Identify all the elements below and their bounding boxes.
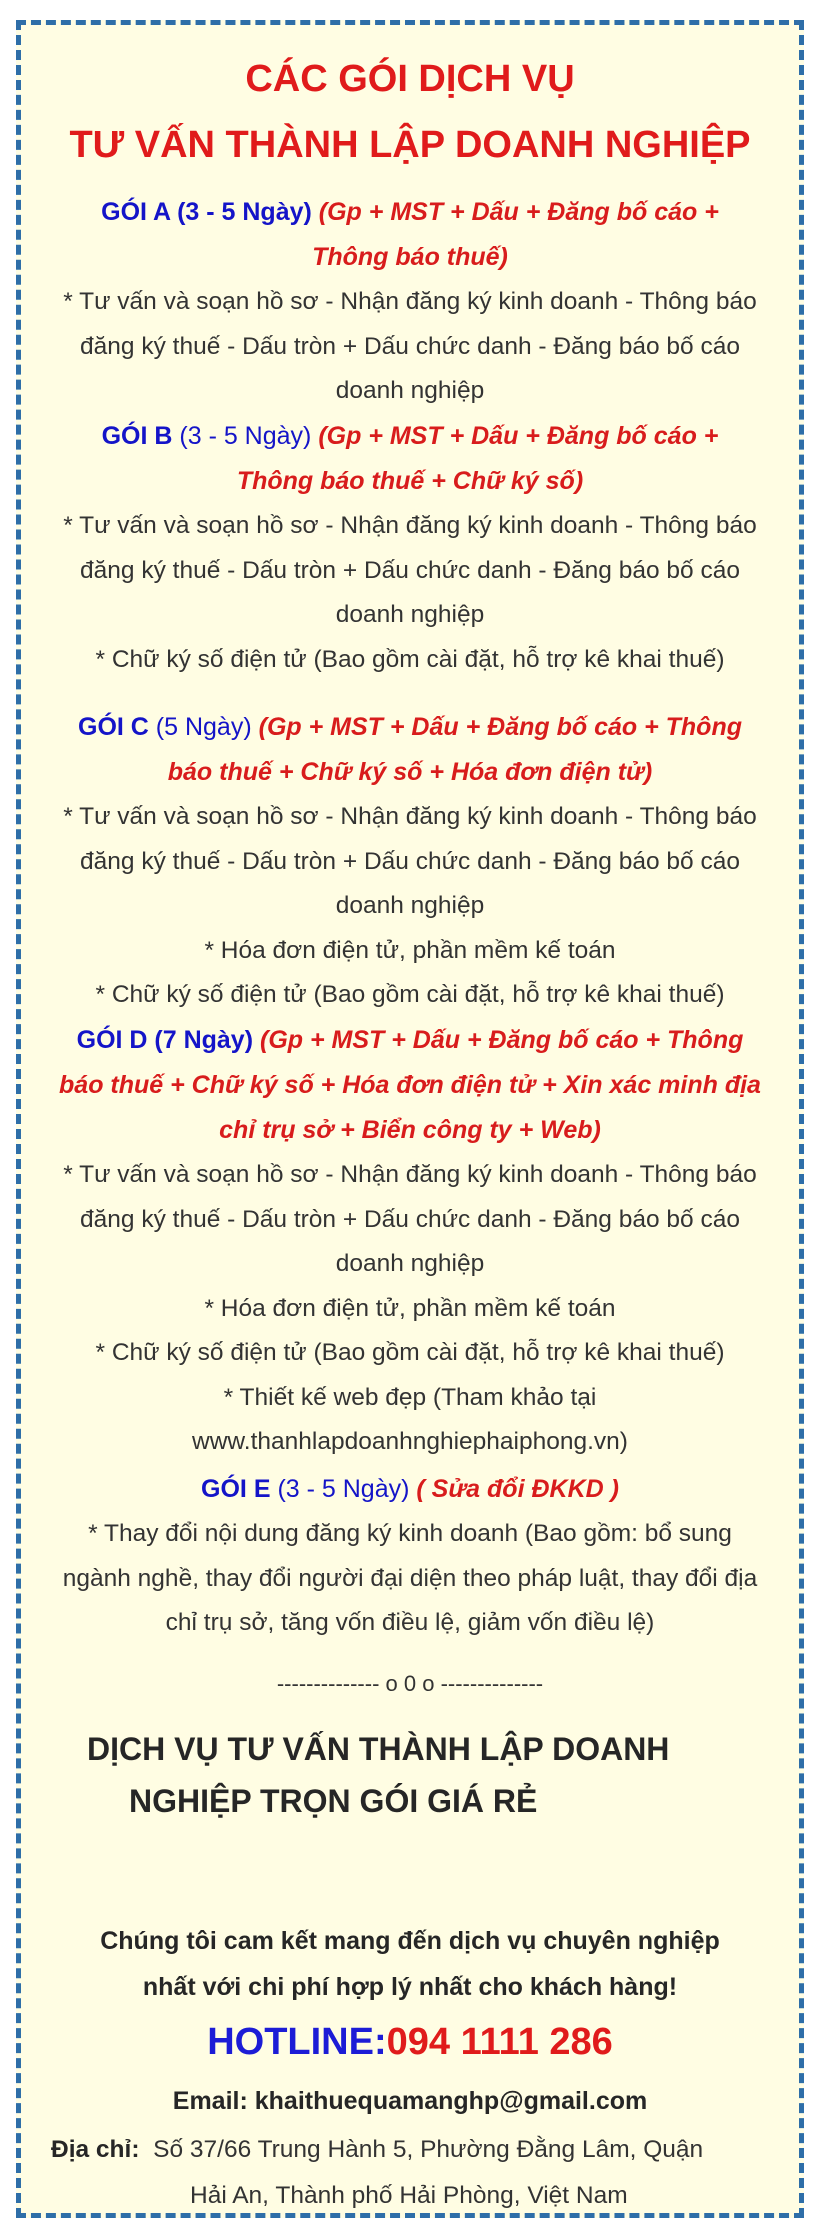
package-a-item: * Tư vấn và soạn hồ sơ - Nhận đăng ký kinh doanh - Thông báo — [63, 288, 757, 315]
hotline — [21, 2021, 799, 2064]
package-d-desc-cont: chỉ trụ sở + Biển công ty + Web) — [219, 1116, 601, 1144]
package-b-duration: (3 - 5 Ngày) — [179, 422, 312, 450]
package-b-desc: (Gp + MST + Dấu + Đăng bố cáo + — [318, 422, 719, 450]
package-c-desc: (Gp + MST + Dấu + Đăng bố cáo + Thông — [258, 713, 742, 741]
commitment — [21, 1918, 799, 2010]
service-packages-panel — [16, 20, 804, 2218]
package-a-name: GÓI A (3 - 5 Ngày) — [101, 198, 312, 226]
title-line-1: CÁC GÓI DỊCH VỤ — [245, 58, 575, 100]
package-c — [21, 705, 799, 1018]
divider: -------------- o 0 o -------------- — [276, 1671, 544, 1696]
package-c-desc-cont: báo thuế + Chữ ký số + Hóa đơn điện tử) — [167, 758, 653, 786]
package-e-item: ngành nghề, thay đổi người đại diện theo pháp luật, thay đổi địa — [62, 1564, 758, 1592]
package-a-item: doanh nghiệp — [335, 377, 485, 404]
package-b-item: doanh nghiệp — [335, 601, 485, 628]
hotline-number[interactable]: 094 1111 286 — [386, 2021, 613, 2063]
package-c-item: đăng ký thuế - Dấu tròn + Dấu chức danh - Đăng báo bố cáo — [80, 847, 740, 875]
package-e-name: GÓI E — [201, 1475, 271, 1503]
title-line-2: TƯ VẤN THÀNH LẬP DOANH NGHIỆP — [69, 124, 751, 166]
package-c-item: * Hóa đơn điện tử, phần mềm kế toán — [204, 936, 616, 964]
commitment-line-1: Chúng tôi cam kết mang đến dịch vụ chuyên nghiệp — [100, 1927, 720, 1955]
package-b-desc-cont: Thông báo thuế + Chữ ký số) — [236, 467, 584, 495]
package-d-item: * Thiết kế web đẹp (Tham khảo tại — [223, 1383, 597, 1411]
package-d-item: * Tư vấn và soạn hồ sơ - Nhận đăng ký kinh doanh - Thông báo — [63, 1161, 757, 1188]
service-heading-line-2: NGHIỆP TRỌN GÓI GIÁ RẺ — [129, 1783, 538, 1819]
package-d-item: doanh nghiệp — [335, 1250, 485, 1277]
package-a — [21, 190, 799, 414]
package-a-desc: (Gp + MST + Dấu + Đăng bố cáo + — [318, 198, 719, 226]
package-b-item: đăng ký thuế - Dấu tròn + Dấu chức danh - Đăng báo bố cáo — [80, 556, 740, 584]
package-e-item: chỉ trụ sở, tăng vốn điều lệ, giảm vốn điều lệ) — [165, 1609, 655, 1636]
package-d-name: GÓI D (7 Ngày) — [76, 1026, 254, 1054]
email-link[interactable]: khaithuequamanghp@gmail.com — [254, 2087, 648, 2115]
package-e-item: * Thay đổi nội dung đăng ký kinh doanh (Bao gồm: bổ sung — [88, 1520, 732, 1547]
package-c-duration: (5 Ngày) — [155, 713, 252, 741]
service-heading-line-1: DỊCH VỤ TƯ VẤN THÀNH LẬP DOANH — [87, 1731, 670, 1767]
package-d-item: * Chữ ký số điện tử (Bao gồm cài đặt, hỗ trợ kê khai thuế) — [95, 1339, 725, 1366]
package-d-desc: (Gp + MST + Dấu + Đăng bố cáo + Thông — [260, 1026, 744, 1054]
package-d-item: đăng ký thuế - Dấu tròn + Dấu chức danh - Đăng báo bố cáo — [80, 1205, 740, 1233]
package-d-desc-cont: báo thuế + Chữ ký số + Hóa đơn điện tử + Xin xác minh địa — [59, 1071, 761, 1099]
hotline-label: HOTLINE: — [207, 2021, 387, 2063]
commitment-line-2: nhất với chi phí hợp lý nhất cho khách hàng! — [142, 1973, 678, 2001]
address — [51, 2127, 703, 2219]
package-a-item: đăng ký thuế - Dấu tròn + Dấu chức danh - Đăng báo bố cáo — [80, 332, 740, 360]
package-e-duration: (3 - 5 Ngày) — [277, 1475, 410, 1503]
email-label: Email: — [172, 2087, 248, 2115]
service-heading — [87, 1723, 669, 1827]
package-c-name: GÓI C — [78, 713, 149, 741]
package-c-item: * Chữ ký số điện tử (Bao gồm cài đặt, hỗ trợ kê khai thuế) — [95, 981, 725, 1008]
address-line-2: Hải An, Thành phố Hải Phòng, Việt Nam — [190, 2182, 628, 2209]
package-a-desc-cont: Thông báo thuế) — [312, 243, 508, 271]
package-b-item: * Chữ ký số điện tử (Bao gồm cài đặt, hỗ trợ kê khai thuế) — [95, 645, 725, 673]
package-c-item: doanh nghiệp — [335, 892, 485, 919]
package-d-website-link[interactable]: www.thanhlapdoanhnghiephaiphong.vn) — [192, 1428, 628, 1455]
package-d-item: * Hóa đơn điện tử, phần mềm kế toán — [204, 1294, 616, 1322]
email — [21, 2087, 799, 2116]
address-line-1: Số 37/66 Trung Hành 5, Phường Đằng Lâm, Quận — [153, 2136, 704, 2163]
address-label: Địa chỉ: — [51, 2136, 140, 2163]
package-e-desc: ( Sửa đổi ĐKKD ) — [416, 1475, 619, 1503]
package-d — [21, 1018, 799, 1465]
package-b-item: * Tư vấn và soạn hồ sơ - Nhận đăng ký kinh doanh - Thông báo — [63, 512, 757, 539]
page-title — [21, 51, 799, 173]
package-b-name: GÓI B — [101, 422, 173, 450]
package-b — [21, 414, 799, 682]
package-e — [21, 1467, 799, 1646]
package-c-item: * Tư vấn và soạn hồ sơ - Nhận đăng ký kinh doanh - Thông báo — [63, 803, 757, 830]
